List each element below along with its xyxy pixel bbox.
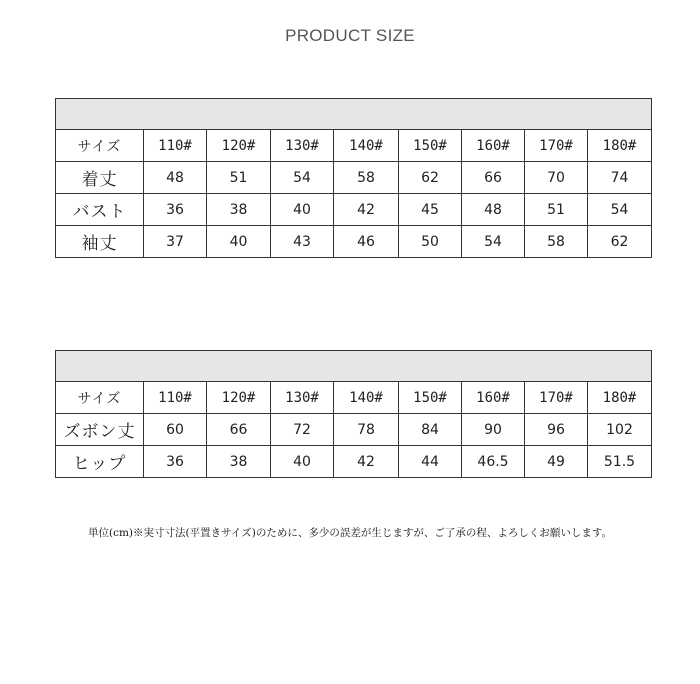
value-cell: 36 [144,446,207,478]
value-cell: 62 [399,162,462,194]
value-cell: 74 [588,162,652,194]
row-label: 着丈 [56,162,144,194]
value-cell: 66 [207,414,271,446]
size-row [56,130,652,162]
size-cell: 170# [525,382,588,414]
value-cell: 51 [525,194,588,226]
value-cell: 51 [207,162,271,194]
value-cell: 49 [525,446,588,478]
value-cell: 40 [271,194,334,226]
size-cell: 140# [334,130,399,162]
value-cell: 50 [399,226,462,258]
value-cell: 36 [144,194,207,226]
page-title: PRODUCT SIZE [285,26,415,45]
size-cell: 110# [144,130,207,162]
size-cell: 110# [144,382,207,414]
size-cell: 140# [334,382,399,414]
row-label: ヒップ [56,446,144,478]
table-row [56,226,652,258]
value-cell: 54 [271,162,334,194]
size-cell: 170# [525,130,588,162]
table-row [56,194,652,226]
value-cell: 54 [462,226,525,258]
value-cell: 48 [144,162,207,194]
size-cell: 180# [588,382,652,414]
value-cell: 37 [144,226,207,258]
table-row [56,162,652,194]
table-header-bar [56,351,652,382]
value-cell: 46 [334,226,399,258]
row-label: 袖丈 [56,226,144,258]
row-label: ズボン丈 [56,414,144,446]
value-cell: 84 [399,414,462,446]
size-cell: 120# [207,382,271,414]
value-cell: 45 [399,194,462,226]
value-cell: 58 [525,226,588,258]
value-cell: 44 [399,446,462,478]
value-cell: 54 [588,194,652,226]
size-cell: 120# [207,130,271,162]
size-cell: 130# [271,382,334,414]
value-cell: 46.5 [462,446,525,478]
value-cell: 51.5 [588,446,652,478]
value-cell: 70 [525,162,588,194]
table-row [56,446,652,478]
table-header-bar [56,99,652,130]
value-cell: 72 [271,414,334,446]
size-cell: 150# [399,130,462,162]
value-cell: 78 [334,414,399,446]
table-row [56,414,652,446]
value-cell: 60 [144,414,207,446]
tops-size-table [55,98,652,258]
bottoms-size-table [55,350,652,478]
value-cell: 102 [588,414,652,446]
value-cell: 66 [462,162,525,194]
value-cell: 40 [207,226,271,258]
size-cell: 180# [588,130,652,162]
size-cell: 160# [462,130,525,162]
value-cell: 43 [271,226,334,258]
row-label: バスト [56,194,144,226]
value-cell: 90 [462,414,525,446]
size-cell: 130# [271,130,334,162]
value-cell: 96 [525,414,588,446]
size-row [56,382,652,414]
value-cell: 40 [271,446,334,478]
value-cell: 38 [207,194,271,226]
row-label: サイズ [56,130,144,162]
size-cell: 160# [462,382,525,414]
value-cell: 58 [334,162,399,194]
measurement-note: 単位(cm)※実寸寸法(平置きサイズ)のために、多少の誤差が生じますが、ご了承の程、よろしくお願いします。 [87,527,613,539]
value-cell: 38 [207,446,271,478]
row-label: サイズ [56,382,144,414]
value-cell: 42 [334,446,399,478]
value-cell: 42 [334,194,399,226]
value-cell: 62 [588,226,652,258]
value-cell: 48 [462,194,525,226]
size-cell: 150# [399,382,462,414]
